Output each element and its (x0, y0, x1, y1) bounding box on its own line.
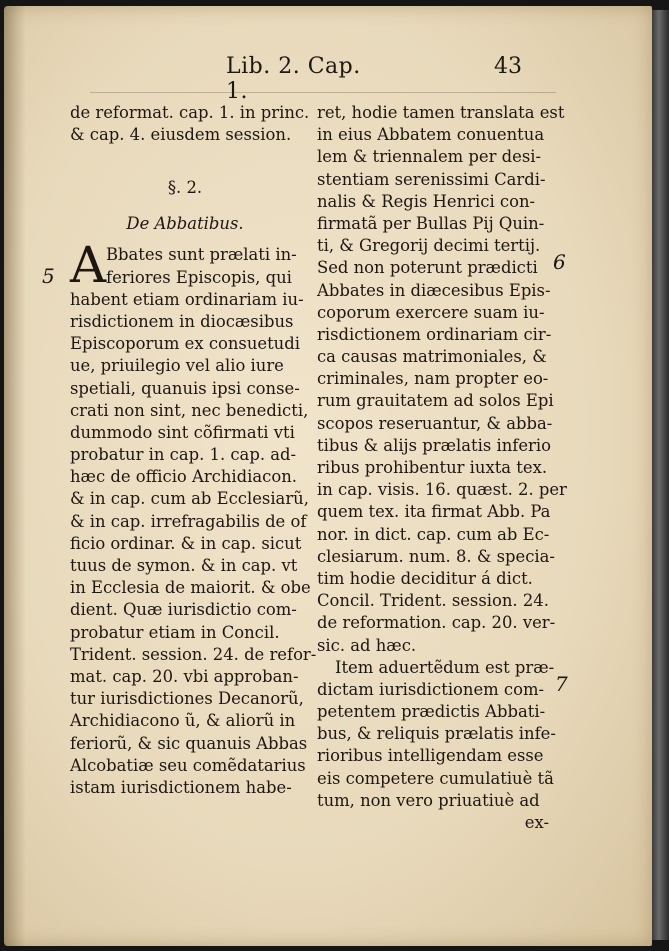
text-line: de reformat. cap. 1. in princ. (70, 103, 310, 122)
text-line: feriorũ, & sic quanuis Abbas (70, 733, 308, 753)
margin-number: 7 (555, 672, 568, 696)
text-line: ca causas matrimoniales, & (317, 347, 547, 367)
text-line: lem & triennalem per desi- (317, 147, 542, 167)
text-line: Sed non poterunt prædicti (317, 258, 538, 278)
text-line: Archidiacono ũ, & aliorũ in (70, 711, 296, 731)
text-line: tur iurisdictiones Decanorũ, (70, 689, 304, 709)
text-line: criminales, nam propter eo- (317, 369, 549, 389)
text-line: feriores Episcopis, qui (106, 267, 292, 287)
text-line: ribus prohibentur iuxta tex. (317, 458, 548, 477)
text-line: quem tex. ita firmat Abb. Pa (317, 502, 551, 522)
catchword: ex- (524, 813, 549, 832)
text-line: nor. in dict. cap. cum ab Ec- (317, 524, 550, 544)
right-column (317, 102, 567, 834)
margin-number: 5 (42, 264, 55, 288)
text-line: istam iurisdictionem habe- (70, 777, 292, 797)
section-title: De Abbatibus. (126, 214, 244, 234)
text-line: stentiam serenissimi Cardi- (317, 169, 546, 189)
page-edge (652, 10, 669, 940)
text-line: spetiali, quanuis ipsi conse- (70, 378, 300, 398)
text-line: Alcobatiæ seu comẽdatarius (70, 755, 306, 775)
text-line: ret, hodie tamen translata est (317, 103, 565, 122)
text-line: de reformation. cap. 20. ver- (317, 613, 556, 633)
text-line: ficio ordinar. & in cap. sicut (70, 533, 302, 553)
text-line: dient. Quæ iurisdictio com- (70, 600, 297, 620)
drop-cap: A (70, 236, 107, 295)
text-line: dummodo sint cõfirmati vti (70, 422, 295, 442)
section-number: §. 2. (167, 178, 203, 198)
text-line: risdictionem in diocæsibus (70, 311, 294, 331)
text-line: Item aduertẽdum est præ- (335, 657, 555, 677)
text-line: tuus de symon. & in cap. vt (70, 556, 298, 575)
page-number: 43 (494, 54, 522, 79)
text-line: ti, & Gregorij decimi tertij. (317, 236, 541, 256)
text-line: Trident. session. 24. de refor- (70, 644, 317, 664)
text-line: in cap. visis. 16. quæst. 2. per (317, 480, 567, 500)
text-line: eis competere cumulatiuè tã (317, 768, 554, 788)
text-line: mat. cap. 20. vbi approban- (70, 666, 299, 686)
text-line: petentem prædictis Abbati- (317, 702, 546, 722)
text-line: probatur etiam in Concil. (70, 622, 280, 642)
text-line: hæc de officio Archidiacon. (70, 467, 297, 487)
running-head: Lib. 2. Cap. 1. (226, 54, 361, 104)
page-gutter-shadow (4, 6, 26, 946)
text-line: in eius Abbatem conuentua (317, 125, 545, 145)
text-line: habent etiam ordinariam iu- (70, 289, 304, 309)
text-line: risdictionem ordinariam cir- (317, 324, 552, 344)
text-line: probatur in cap. 1. cap. ad- (70, 445, 297, 465)
text-line: ue, priuilegio vel alio iure (70, 356, 284, 376)
text-line: rum grauitatem ad solos Epi (317, 391, 554, 411)
text-line: & cap. 4. eiusdem session. (70, 125, 292, 145)
header-divider (90, 92, 556, 93)
margin-number: 6 (553, 250, 566, 274)
text-line: Concil. Trident. session. 24. (317, 591, 549, 611)
text-line: tum, non vero priuatiuè ad (317, 790, 540, 810)
text-line: nalis & Regis Henrici con- (317, 191, 536, 211)
text-line: clesiarum. num. 8. & specia- (317, 546, 555, 566)
text-line: Abbates in diæcesibus Epis- (317, 280, 551, 300)
text-line: tibus & alijs prælatis inferio (317, 435, 551, 455)
drop-cap-block (70, 236, 300, 295)
text-line: sic. ad hæc. (317, 635, 417, 655)
text-line: & in cap. irrefragabilis de of (70, 511, 307, 531)
text-line: scopos reseruantur, & abba- (317, 413, 553, 433)
text-line: Episcoporum ex consuetudi (70, 334, 300, 354)
text-line: firmatã per Bullas Pij Quin- (317, 213, 545, 233)
left-column (70, 102, 317, 799)
text-line: & in cap. cum ab Ecclesiarũ, (70, 489, 309, 509)
text-line: coporum exercere suam iu- (317, 302, 545, 322)
text-line: rioribus intelligendam esse (317, 746, 544, 766)
text-line: tim hodie deciditur á dict. (317, 568, 533, 588)
text-line: dictam iurisdictionem com- (317, 679, 545, 699)
text-line: Bbates sunt prælati in- (106, 245, 297, 265)
text-line: crati non sint, nec benedicti, (70, 400, 309, 420)
text-line: bus, & reliquis prælatis infe- (317, 724, 556, 744)
text-line: in Ecclesia de maiorit. & obe (70, 578, 311, 598)
